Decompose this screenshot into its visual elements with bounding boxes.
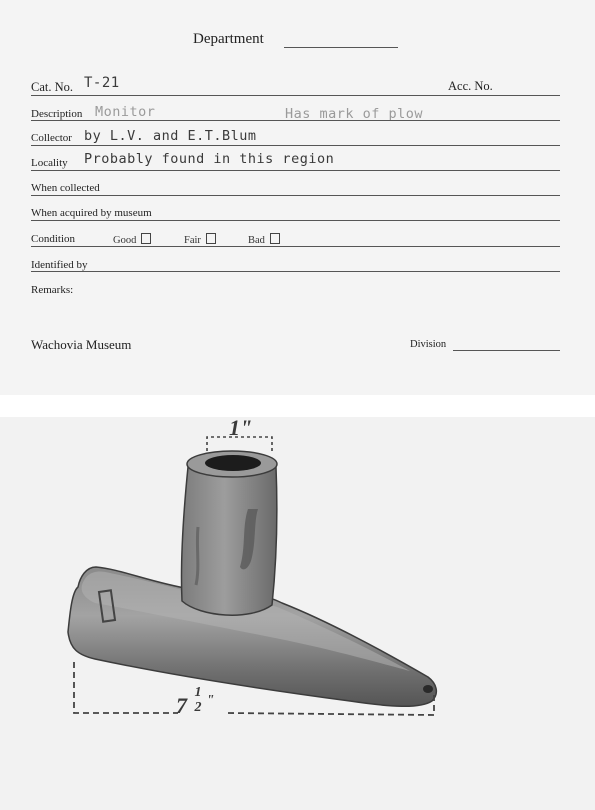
condition-fair bbox=[184, 233, 216, 246]
condition-good bbox=[113, 233, 151, 246]
description-line bbox=[31, 120, 560, 121]
collector-line bbox=[31, 145, 560, 146]
department-line bbox=[284, 47, 398, 48]
length-whole: 7 bbox=[176, 693, 187, 718]
museum-name: Wachovia Museum bbox=[31, 337, 132, 352]
monitor-pipe-illustration bbox=[0, 417, 595, 810]
pipe-drawing bbox=[0, 417, 595, 810]
collector-label: Collector bbox=[31, 132, 72, 144]
locality-label: Locality bbox=[31, 157, 68, 169]
locality-line bbox=[31, 170, 560, 171]
length-unit-mark: " bbox=[206, 693, 215, 708]
when-acquired-line bbox=[31, 220, 560, 221]
when-collected-line bbox=[31, 195, 560, 196]
description-label: Description bbox=[31, 108, 83, 120]
division-line bbox=[453, 350, 560, 351]
condition-good-label: Good bbox=[113, 235, 137, 246]
condition-label: Condition bbox=[31, 233, 76, 245]
identified-by-label: Identified by bbox=[31, 259, 88, 271]
cat-no-label: Cat. No. bbox=[31, 80, 74, 94]
locality-value: Probably found in this region bbox=[84, 151, 335, 167]
cat-no-line bbox=[31, 95, 560, 96]
when-collected-label: When collected bbox=[31, 182, 100, 194]
pipe-stem-hole bbox=[423, 685, 433, 693]
condition-fair-checkbox bbox=[206, 233, 216, 244]
department-label: Department bbox=[193, 31, 264, 47]
pipe-bowl bbox=[181, 460, 276, 616]
condition-bad-checkbox bbox=[270, 233, 280, 244]
length-fraction-den: 2 bbox=[194, 700, 202, 715]
condition-good-checkbox bbox=[141, 233, 151, 244]
when-acquired-label: When acquired by museum bbox=[31, 207, 152, 219]
condition-fair-label: Fair bbox=[184, 235, 201, 246]
collector-value: by L.V. and E.T.Blum bbox=[84, 128, 257, 144]
bowl-shade bbox=[196, 527, 198, 585]
remarks-label: Remarks: bbox=[31, 284, 74, 296]
description-value: Monitor bbox=[95, 104, 156, 120]
cat-no-value: T-21 bbox=[84, 75, 120, 91]
condition-line bbox=[31, 246, 560, 247]
bowl-width-label: 1" bbox=[229, 415, 253, 440]
length-fraction bbox=[193, 685, 207, 719]
identified-by-line bbox=[31, 271, 560, 272]
condition-bad-label: Bad bbox=[248, 235, 265, 246]
catalog-card bbox=[0, 0, 595, 395]
division-label: Division bbox=[410, 339, 447, 350]
bowl-opening bbox=[205, 455, 261, 471]
acc-no-label: Acc. No. bbox=[448, 79, 493, 93]
length-fraction-num: 1 bbox=[194, 685, 202, 700]
description-note: Has mark of plow bbox=[285, 106, 424, 122]
length-label bbox=[176, 685, 215, 719]
condition-bad bbox=[248, 233, 280, 246]
